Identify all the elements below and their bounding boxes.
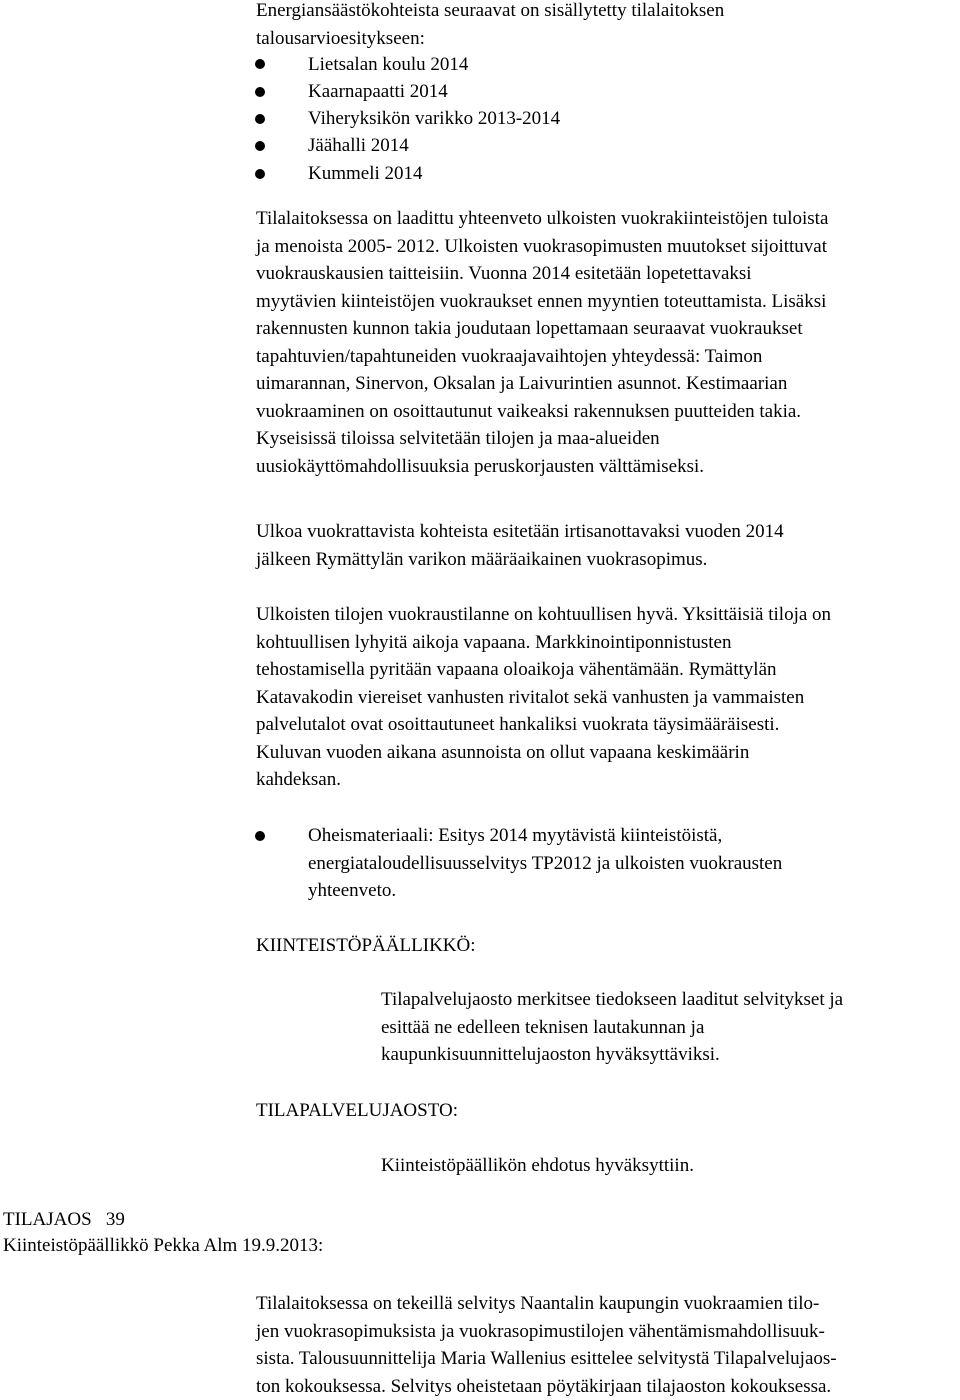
- attachment-text: [308, 822, 948, 905]
- text-line: tehostamisella pyritään vapaana oloaikoja vähentämään. Rymättylän: [256, 656, 960, 684]
- section-heading: TILAPALVELUJAOSTO:: [256, 1097, 458, 1124]
- text-line: Katavakodin viereiset vanhusten rivitalot sekä vanhusten ja vammaisten: [256, 684, 960, 712]
- text-line: palvelutalot ovat osoittautuneet hankaliksi vuokrata täysimääräisesti.: [256, 711, 960, 739]
- text-line: Tilapalvelujaosto merkitsee tiedokseen laaditut selvitykset ja: [381, 986, 960, 1014]
- text-line: jen vuokrasopimuksista ja vuokrasopimustilojen vähentämismahdollisuuk-: [256, 1318, 960, 1346]
- bullet-icon: [255, 169, 265, 179]
- list-item-text: Jäähalli 2014: [308, 132, 948, 160]
- section-name: TILAJAOS: [3, 1209, 92, 1230]
- decision-text: [381, 1152, 960, 1180]
- text-line: myytävien kiinteistöjen vuokraukset ennen myyntien toteuttamista. Lisäksi: [256, 288, 960, 316]
- text-line: kaupunkisuunnittelujaoston hyväksyttäviksi.: [381, 1041, 960, 1069]
- list-item-text: Lietsalan koulu 2014: [308, 51, 948, 79]
- text-line: tapahtuvien/tapahtuneiden vuokraajavaihtojen yhteydessä: Taimon: [256, 343, 960, 371]
- text-line: rakennusten kunnon takia joudutaan lopettamaan seuraavat vuokraukset: [256, 315, 960, 343]
- list-item-text: Viheryksikön varikko 2013-2014: [308, 105, 948, 133]
- section-number: 39: [106, 1209, 125, 1230]
- text-line: Kiinteistöpäällikön ehdotus hyväksyttiin.: [381, 1152, 960, 1180]
- bullet-icon: [255, 831, 265, 841]
- proposal-text: [381, 986, 960, 1069]
- text-line: Ulkoa vuokrattavista kohteista esitetään irtisanottavaksi vuoden 2014: [256, 518, 960, 546]
- text-line: Ulkoisten tilojen vuokraustilanne on kohtuullisen hyvä. Yksittäisiä tiloja on: [256, 601, 960, 629]
- text-line: jälkeen Rymättylän varikon määräaikainen vuokrasopimus.: [256, 546, 960, 574]
- termination-paragraph: [256, 518, 960, 573]
- text-line: kahdeksan.: [256, 766, 960, 794]
- text-line: esittää ne edelleen teknisen lautakunnan ja: [381, 1014, 960, 1042]
- text-line: ja menoista 2005- 2012. Ulkoisten vuokrasopimusten muutokset sijoittuvat: [256, 233, 960, 261]
- text-line: Kuluvan vuoden aikana asunnoista on ollut vapaana keskimäärin: [256, 739, 960, 767]
- bullet-icon: [255, 114, 265, 124]
- text-line: Kyseisissä tiloissa selvitetään tilojen ja maa-alueiden: [256, 425, 960, 453]
- intro-paragraph: [256, 0, 960, 52]
- bullet-icon: [255, 87, 265, 97]
- text-line: sista. Talousuunnittelija Maria Wallenius esittelee selvitystä Tilapalvelujaos-: [256, 1345, 960, 1373]
- text-line: Energiansäästökohteista seuraavat on sisällytetty tilalaitoksen: [256, 0, 960, 25]
- text-line: vuokrauskausien taitteisiin. Vuonna 2014 esitetään lopetettavaksi: [256, 260, 960, 288]
- text-line: kohtuullisen lyhyitä aikoja vapaana. Markkinointiponnistusten: [256, 629, 960, 657]
- agenda-item-label: [3, 1207, 323, 1259]
- survey-paragraph: [256, 1290, 960, 1400]
- section-heading: KIINTEISTÖPÄÄLLIKKÖ:: [256, 932, 476, 959]
- text-line: Tilalaitoksessa on tekeillä selvitys Naantalin kaupungin vuokraamien tilo-: [256, 1290, 960, 1318]
- list-item-text: Kummeli 2014: [308, 160, 948, 188]
- text-line: vuokraaminen on osoittautunut vaikeaksi rakennuksen puutteiden takia.: [256, 398, 960, 426]
- agenda-item-heading: [3, 1207, 323, 1233]
- list-item-text: Kaarnapaatti 2014: [308, 78, 948, 106]
- text-line: Tilalaitoksessa on laadittu yhteenveto ulkoisten vuokrakiinteistöjen tuloista: [256, 205, 960, 233]
- text-line: uimarannan, Sinervon, Oksalan ja Laivurintien asunnot. Kestimaarian: [256, 370, 960, 398]
- text-line: ton kokouksessa. Selvitys oheistetaan pöytäkirjaan tilajaoston kokouksessa.: [256, 1373, 960, 1400]
- text-line: Oheismateriaali: Esitys 2014 myytävistä kiinteistöistä,: [308, 822, 948, 850]
- bullet-icon: [255, 141, 265, 151]
- text-line: talousarvioesitykseen:: [256, 25, 960, 53]
- rental-summary-paragraph: [256, 205, 960, 480]
- rental-situation-paragraph: [256, 601, 960, 794]
- text-line: yhteenveto.: [308, 877, 948, 905]
- text-line: energiataloudellisuusselvitys TP2012 ja ulkoisten vuokrausten: [308, 850, 948, 878]
- text-line: uusiokäyttömahdollisuuksia peruskorjausten välttämiseksi.: [256, 453, 960, 481]
- bullet-icon: [255, 59, 265, 69]
- agenda-item-meta: Kiinteistöpäällikkö Pekka Alm 19.9.2013:: [3, 1233, 323, 1259]
